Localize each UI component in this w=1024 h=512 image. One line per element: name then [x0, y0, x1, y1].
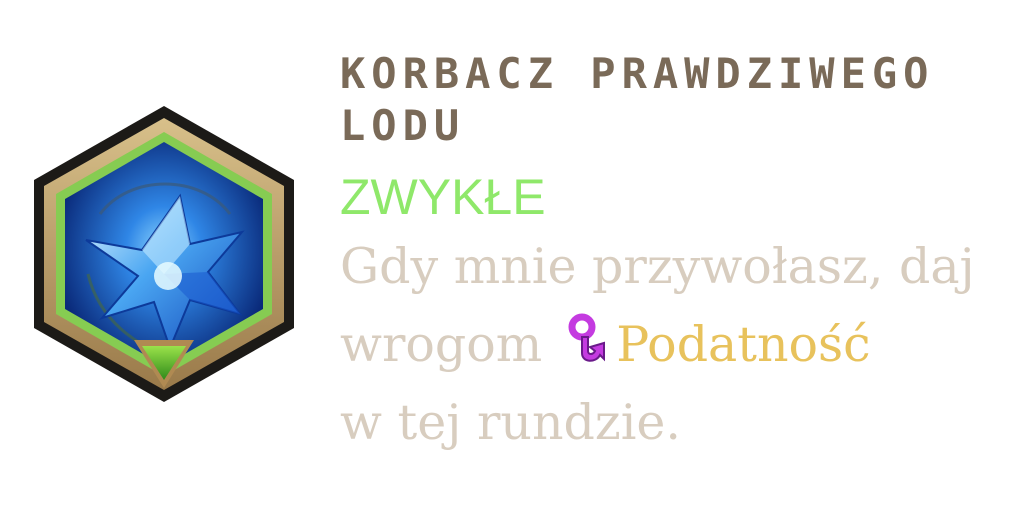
description-line-1: Gdy mnie przywołasz, daj [340, 238, 975, 295]
ice-star-flail-icon [30, 104, 298, 404]
description-line-2 [340, 306, 1010, 384]
item-text-column [340, 48, 1010, 462]
vulnerable-hook-icon [560, 313, 608, 371]
description-line-3: w tej rundzie. [340, 394, 681, 451]
item-rarity: ZWYKŁE [340, 169, 546, 225]
item-icon-frame [30, 104, 298, 404]
item-title: KORBACZ PRAWDZIWEGO LODU [340, 49, 935, 150]
keyword-vulnerable[interactable]: Podatność [616, 316, 871, 373]
item-description [340, 228, 1010, 462]
description-line-2-text: wrogom [340, 316, 543, 373]
